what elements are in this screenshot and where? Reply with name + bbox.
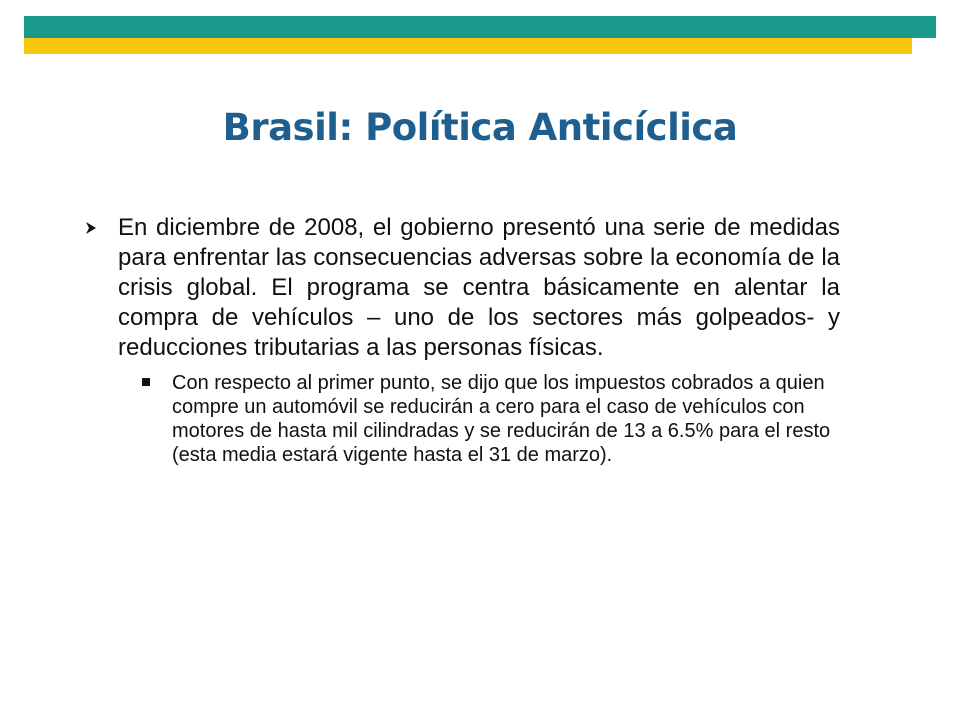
arrowhead-bullet-icon [82,214,102,242]
sub-bullet-item [142,371,872,467]
sub-bullet-text: Con respecto al primer punto, se dijo que los impuestos cobrados a quien compre un automóvil se reducirán a cero para el caso de vehículos con motores de hasta mil cilindradas y se reducirán de 13 a 6.5% para el resto (esta media estará vigente hasta el 31 de marzo). [172,372,831,466]
square-bullet-icon [142,378,150,386]
bullet-text: En diciembre de 2008, el gobierno presentó una serie de medidas para enfrentar las consecuencias adversas sobre la economía de la crisis global. El programa se centra básicamente en alentar la compra de vehículos – uno de los sectores más golpeados- y reducciones tributarias a las personas físicas. [118,214,840,361]
slide-body [80,213,840,467]
slide-title: Brasil: Política Anticíclica [222,106,738,149]
bullet-item [80,213,840,363]
top-gold-bar [24,38,912,54]
top-teal-bar [24,16,936,38]
